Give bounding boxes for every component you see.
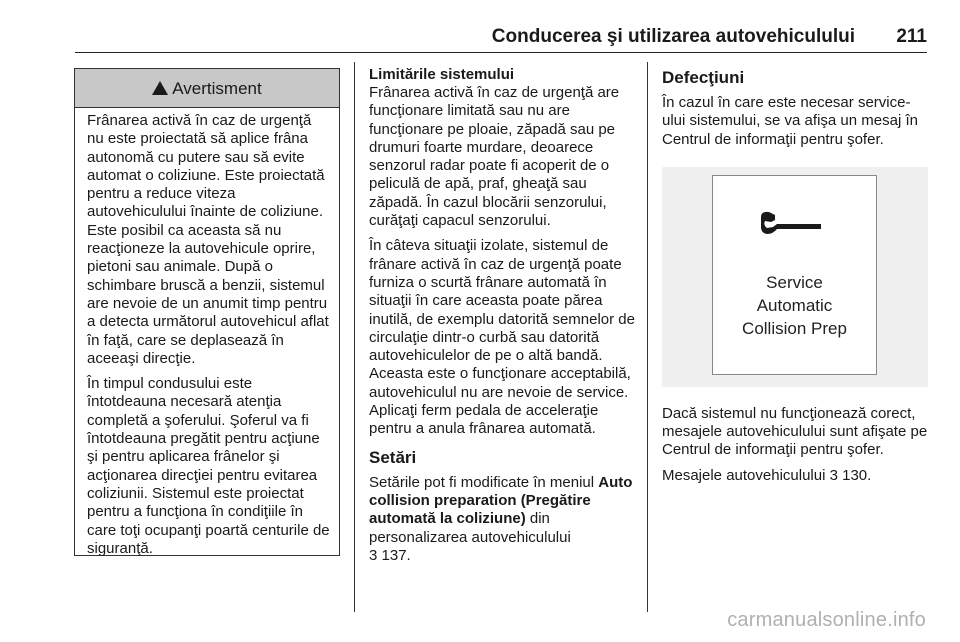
settings-heading: Setări <box>369 447 417 467</box>
display-line-1: Service <box>766 272 823 292</box>
warning-box <box>74 68 340 556</box>
watermark: carmanualsonline.info <box>727 609 926 631</box>
column-divider-right <box>647 62 648 612</box>
settings-paragraph <box>369 474 637 565</box>
warning-title: Avertisment <box>172 79 262 98</box>
limits-paragraph-2: În câteva situaţii izolate, sistemul de frânare activă în caz de urgenţă poate furniza o scurtă frânare automată în situaţii în care aceasta poate părea inutilă, de exemplu datorită semnelor de circulaţie dintr-o curbă sau datorită autovehiculelor de pe o altă bandă. Aceasta este o funcţionare acceptabilă, autovehiculul nu are nevoie de service. Aplicaţi ferm pedala de acceleraţie pentru a anula frânarea automată. <box>369 237 635 438</box>
warning-paragraph-1: Frânarea activă în caz de urgenţă nu este proiectată să aplice frâna autonomă cu putere sau să evite automat o coliziune. Este proiectată pentru a reduce viteza autovehiculului înainte de coliziune. Este posibil ca aceasta să nu reacţioneze la autovehicule oprire, pietoni sau animale. După o schimbare bruscă a benzii, sistemul are nevoie de un anumit timp pentru a detecta următorul autovehicul aflat în faţă, care se deplasează în aceeaşi direcţie. <box>87 112 329 367</box>
page-header <box>75 26 927 50</box>
warning-paragraph-2: În timpul condusului este întotdeauna necesară atenţia completă a şoferului. Şoferul va fi întotdeauna pregătit pentru acţiune şi pentru aplicarea frânelor şi acţionarea direcţiei pentru evitarea coliziunii. Sistemul este proiectat pentru a funcţiona în condiţiile în care toţi ocupanţi poartă centurile de siguranţă. <box>87 375 330 557</box>
display-message <box>713 271 876 340</box>
settings-menu-name: Auto collision preparation (Pregătire automată la coliziune) <box>369 473 633 528</box>
settings-page-ref: 3 137. <box>369 546 411 564</box>
faults-paragraph-3: Mesajele autovehiculului 3 130. <box>662 466 872 484</box>
warning-body <box>75 108 339 558</box>
page-number: 211 <box>896 26 927 47</box>
driver-info-figure <box>662 167 928 387</box>
limits-heading: Limitările sistemului <box>369 66 515 83</box>
faults-paragraph-2: Dacă sistemul nu funcţionează corect, mesajele autovehiculului sunt afişate pe Centrul de informaţii pentru şofer. <box>662 404 928 459</box>
faults-heading: Defecţiuni <box>662 68 745 87</box>
settings-text-before: Setările pot fi modificate în meniul <box>369 473 595 491</box>
column-middle <box>369 66 637 572</box>
display-line-3: Collision Prep <box>742 318 847 338</box>
header-rule <box>75 52 927 53</box>
column-divider-left <box>354 62 355 612</box>
chapter-title: Conducerea şi utilizarea autovehiculului <box>491 26 855 47</box>
warning-header <box>75 69 339 108</box>
driver-info-display <box>712 175 877 375</box>
faults-paragraph-1: În cazul în care este necesar service-ului sistemului, se va afişa un mesaj în Centrul de informaţii pentru şofer. <box>662 94 918 148</box>
wrench-icon <box>761 211 823 235</box>
column-right <box>662 66 930 492</box>
warning-triangle-icon <box>152 81 168 95</box>
settings-text-after: din personalizarea autovehiculului <box>369 510 571 546</box>
limits-paragraph-1: Frânarea activă în caz de urgenţă are funcţionare limitată sau nu are funcţionare pe ploaie, zăpadă sau pe drumuri foarte murdare, deoarece senzorul radar poate fi acoperit de o peliculă de apă, praf, gheaţă sau zăpadă. În cazul blocării senzorului, curăţaţi capacul senzorului. <box>369 84 620 230</box>
display-line-2: Automatic <box>756 295 833 315</box>
